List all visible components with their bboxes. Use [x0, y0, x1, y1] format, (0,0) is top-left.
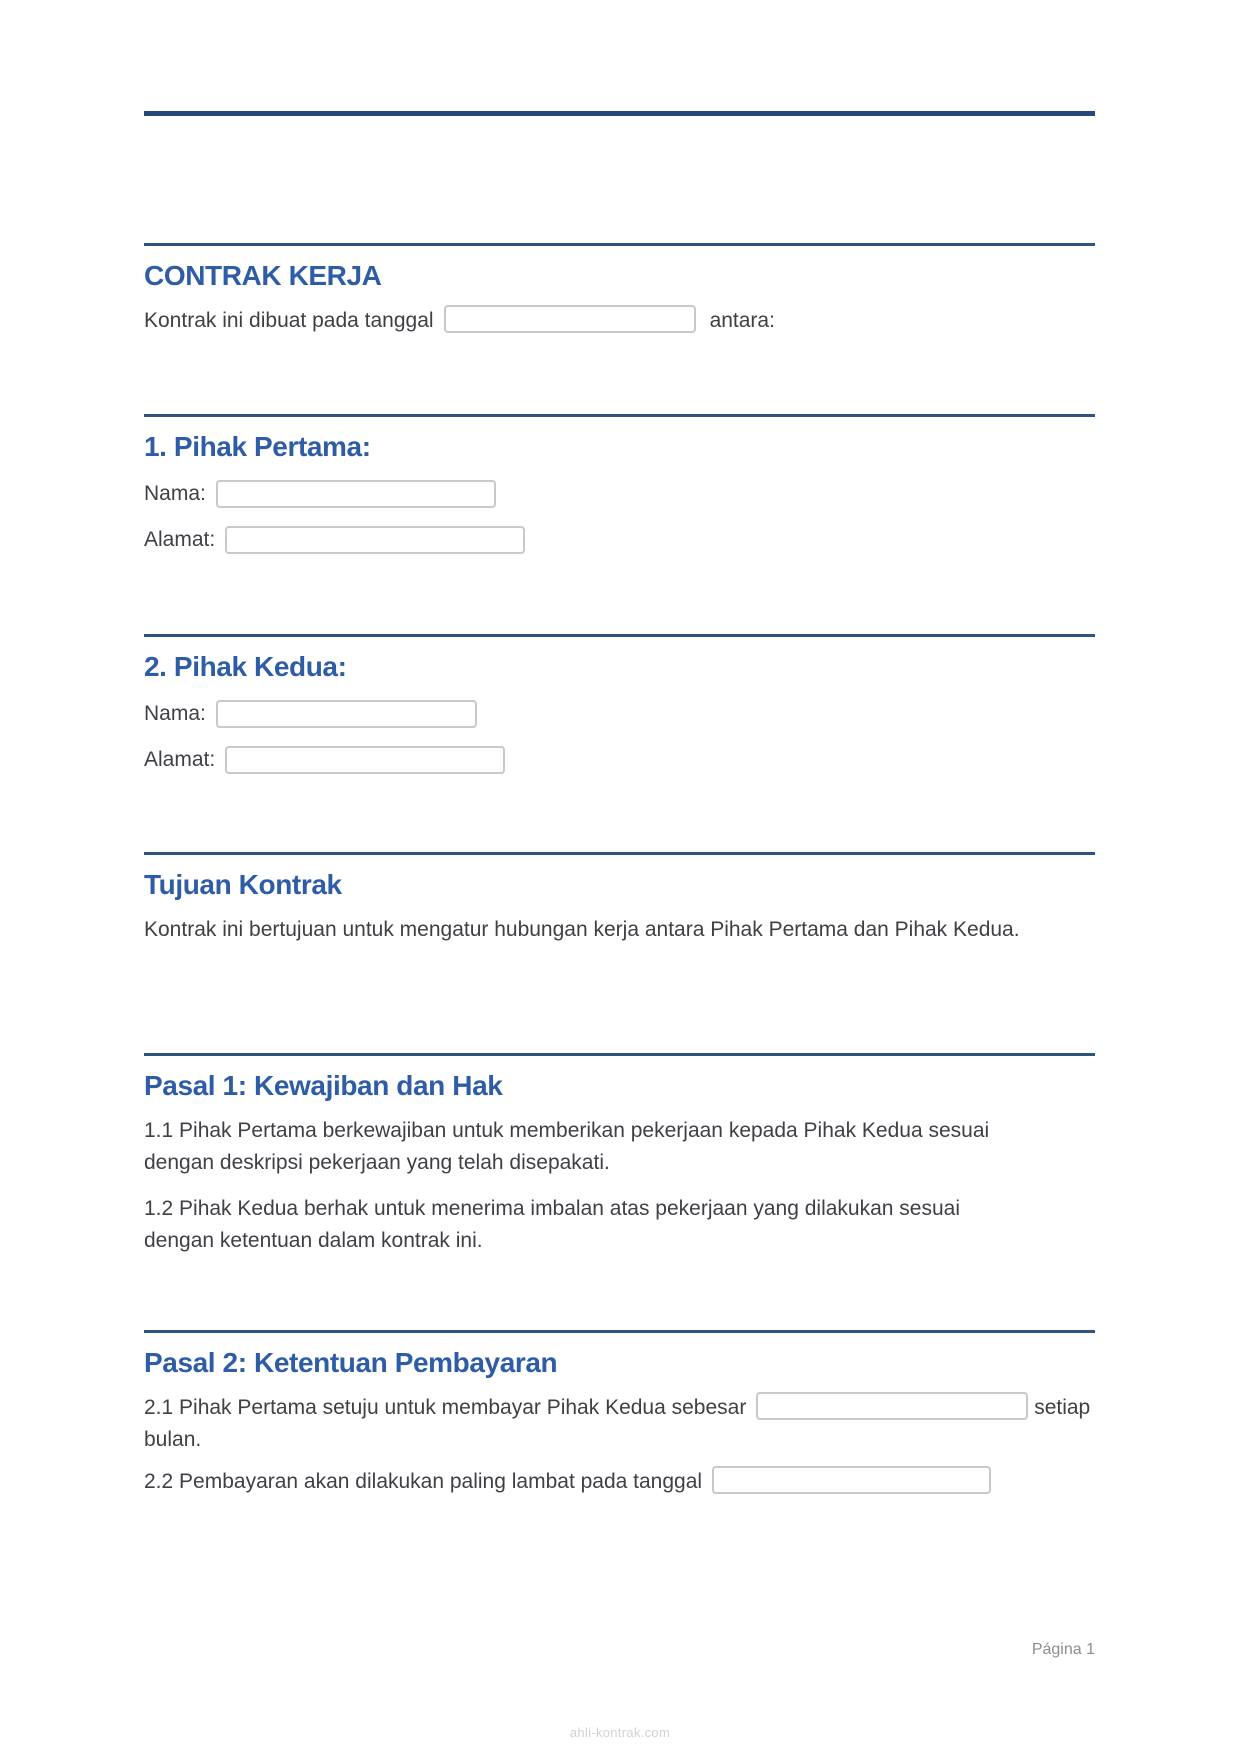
- party-first-address-row: [144, 525, 1095, 555]
- intro-text-after: antara:: [709, 309, 775, 332]
- party-second-address-row: [144, 745, 1095, 775]
- top-rule: [144, 111, 1095, 116]
- party-first-heading: 1. Pihak Pertama:: [144, 431, 371, 462]
- watermark: [0, 1724, 1240, 1742]
- clause-2-2-text: 2.2 Pembayaran akan dilakukan paling lambat pada tanggal: [144, 1470, 703, 1493]
- address-label: Alamat:: [144, 748, 216, 771]
- party-first-name-row: [144, 479, 1095, 509]
- contract-date-input[interactable]: [444, 305, 696, 333]
- section-divider: [144, 1053, 1095, 1056]
- section-divider: [144, 1330, 1095, 1333]
- article-1-clause-2: 1.2 Pihak Kedua berhak untuk menerima imbalan atas pekerjaan yang dilakukan sesuai dengan ketentuan dalam kontrak ini.: [144, 1197, 961, 1252]
- section-intro: [144, 243, 1095, 337]
- article-2-heading: Pasal 2: Ketentuan Pembayaran: [144, 1347, 558, 1378]
- section-party-first: [144, 414, 1095, 555]
- section-divider: [144, 852, 1095, 855]
- payment-date-input[interactable]: [712, 1466, 991, 1494]
- party-first-address-input[interactable]: [225, 526, 525, 554]
- address-label: Alamat:: [144, 528, 216, 551]
- name-label: Nama:: [144, 702, 206, 725]
- contract-title: CONTRAK KERJA: [144, 260, 382, 291]
- article-1-heading: Pasal 1: Kewajiban dan Hak: [144, 1070, 503, 1101]
- section-divider: [144, 634, 1095, 637]
- clause-2-1-text: 2.1 Pihak Pertama setuju untuk membayar Pihak Kedua sebesar: [144, 1396, 747, 1419]
- article-1-clause-1: 1.1 Pihak Pertama berkewajiban untuk memberikan pekerjaan kepada Pihak Kedua sesuai dengan deskripsi pekerjaan yang telah disepakati.: [144, 1119, 990, 1174]
- purpose-heading: Tujuan Kontrak: [144, 869, 342, 900]
- intro-line: [144, 305, 1095, 337]
- party-second-name-row: [144, 699, 1095, 729]
- section-purpose: [144, 852, 1095, 946]
- party-second-heading: 2. Pihak Kedua:: [144, 651, 347, 682]
- article-2-clause-2: [144, 1466, 1095, 1498]
- section-divider: [144, 243, 1095, 246]
- name-label: Nama:: [144, 482, 206, 505]
- section-article-2: [144, 1330, 1095, 1498]
- article-2-clause-1: [144, 1392, 1095, 1456]
- purpose-body: Kontrak ini bertujuan untuk mengatur hubungan kerja antara Pihak Pertama dan Pihak Kedua.: [144, 918, 1020, 941]
- section-divider: [144, 414, 1095, 417]
- section-party-second: [144, 634, 1095, 775]
- salary-amount-input[interactable]: [756, 1392, 1028, 1420]
- clause-2-1-text-after: setiap bulan.: [144, 1396, 1091, 1451]
- page-footer: [144, 1641, 1095, 1659]
- intro-text-before: Kontrak ini dibuat pada tanggal: [144, 309, 434, 332]
- party-first-name-input[interactable]: [216, 480, 496, 508]
- party-second-address-input[interactable]: [225, 746, 505, 774]
- watermark-text: ahli-kontrak.com: [569, 1725, 671, 1740]
- section-article-1: [144, 1053, 1095, 1257]
- party-second-name-input[interactable]: [216, 700, 477, 728]
- page-number: Página 1: [1031, 1641, 1095, 1658]
